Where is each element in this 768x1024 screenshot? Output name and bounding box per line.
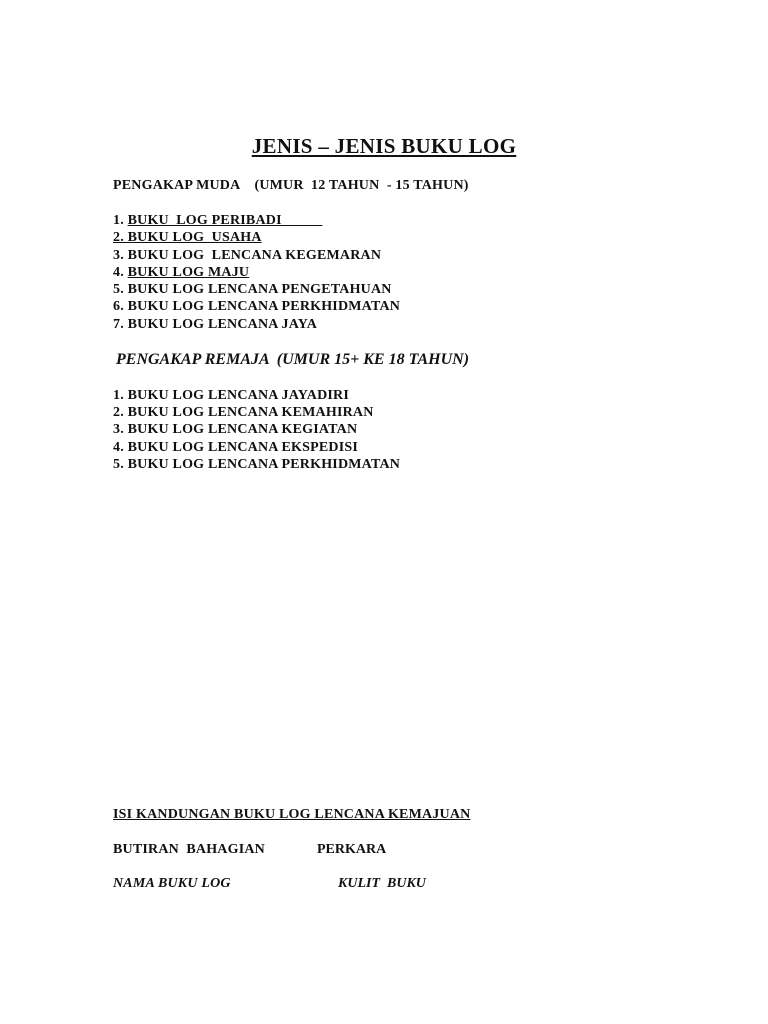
pengakap-muda-heading: PENGAKAP MUDA (UMUR 12 TAHUN - 15 TAHUN) (113, 178, 469, 193)
muda-item-1-text: BUKU LOG PERIBADI (127, 213, 323, 228)
muda-item-3-num: 3. (113, 248, 128, 263)
muda-item-6-num: 6. (113, 299, 128, 314)
muda-item-4-num: 4. (113, 265, 128, 280)
pengakap-remaja-heading: PENGAKAP REMAJA (UMUR 15+ KE 18 TAHUN) (116, 351, 470, 368)
muda-item-1-num: 1. (113, 213, 128, 228)
remaja-item-4: 4. BUKU LOG LENCANA EKSPEDISI (113, 440, 359, 455)
muda-item-3-text: BUKU LOG LENCANA KEGEMARAN (127, 248, 382, 263)
remaja-item-1: 1. BUKU LOG LENCANA JAYADIRI (113, 388, 349, 403)
muda-item-7 (113, 317, 317, 333)
perkara-header: PERKARA (317, 842, 387, 857)
muda-item-4-text: BUKU LOG MAJU (127, 265, 250, 280)
remaja-item-5: 5. BUKU LOG LENCANA PERKHIDMATAN (113, 457, 401, 472)
remaja-item-3: 3. BUKU LOG LENCANA KEGIATAN (113, 422, 358, 437)
muda-item-6 (113, 299, 400, 315)
muda-item-4 (113, 265, 249, 281)
muda-item-5-num: 5. (113, 282, 128, 297)
muda-item-5-text: BUKU LOG LENCANA PENGETAHUAN (127, 282, 392, 297)
nama-buku-log-cell: NAMA BUKU LOG (113, 876, 231, 891)
muda-item-1 (113, 213, 322, 229)
muda-item-7-text: BUKU LOG LENCANA JAYA (127, 317, 318, 332)
muda-item-2: 2. BUKU LOG USAHA (113, 230, 262, 245)
muda-item-7-num: 7. (113, 317, 128, 332)
document-title: JENIS – JENIS BUKU LOG (251, 134, 517, 158)
butiran-bahagian-header: BUTIRAN BAHAGIAN (113, 842, 265, 857)
muda-item-6-text: BUKU LOG LENCANA PERKHIDMATAN (127, 299, 401, 314)
isi-kandungan-heading: ISI KANDUNGAN BUKU LOG LENCANA KEMAJUAN (113, 807, 471, 822)
muda-item-5 (113, 282, 392, 298)
muda-item-3 (113, 248, 381, 264)
kulit-buku-cell: KULIT BUKU (338, 876, 426, 891)
remaja-item-2: 2. BUKU LOG LENCANA KEMAHIRAN (113, 405, 374, 420)
